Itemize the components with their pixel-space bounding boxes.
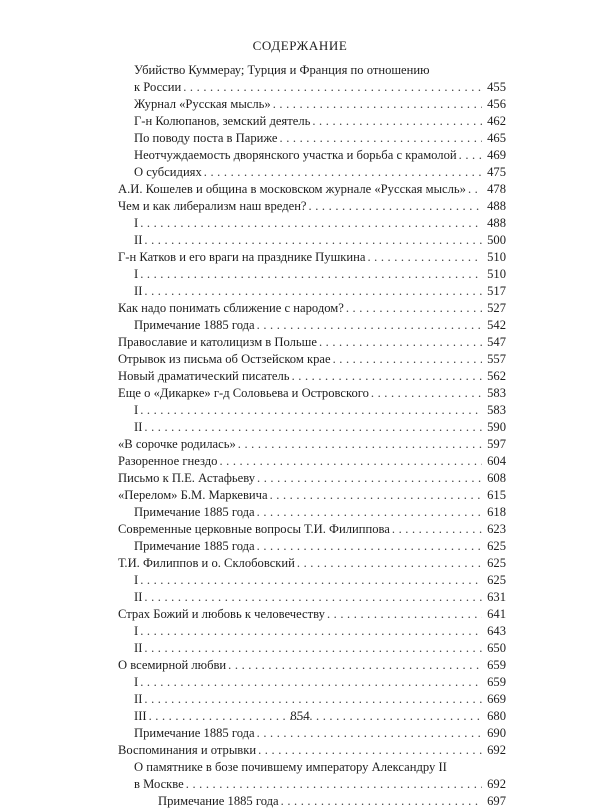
toc-entry-title: I: [134, 403, 139, 417]
toc-entry: [118, 62, 506, 96]
toc-entry-page: 643: [487, 624, 506, 638]
toc-leader-dots: [327, 606, 482, 623]
toc-entry-page: 659: [487, 658, 506, 672]
toc-entry-title: Воспоминания и отрывки: [118, 743, 257, 757]
toc-leader-dots: [257, 317, 482, 334]
toc-entry-page: 527: [487, 301, 506, 315]
toc-entry-title: Убийство Куммерау; Турция и Франция по отношению: [134, 63, 430, 77]
toc-entry-title: Еще о «Дикарке» г-д Соловьева и Островского: [118, 386, 369, 400]
toc-entry-page: 488: [487, 216, 506, 230]
toc-entry: [118, 96, 506, 113]
toc-leader-dots: [257, 470, 482, 487]
toc-entry-title: II: [134, 641, 143, 655]
toc-entry-title: Отрывок из письма об Остзейском крае: [118, 352, 331, 366]
toc-leader-dots: [333, 351, 482, 368]
toc-entry: [118, 623, 506, 640]
table-of-contents: [118, 62, 506, 810]
toc-entry: [118, 164, 506, 181]
toc-entry-page: 597: [487, 437, 506, 451]
toc-leader-dots: [280, 130, 483, 147]
toc-entry: [118, 657, 506, 674]
toc-entry-page: 604: [487, 454, 506, 468]
toc-entry-page: 623: [487, 522, 506, 536]
toc-entry: [118, 521, 506, 538]
toc-entry: [118, 555, 506, 572]
toc-entry-title: I: [134, 624, 139, 638]
toc-entry-title: Примечание 1885 года: [134, 539, 255, 553]
toc-entry-page: 562: [487, 369, 506, 383]
toc-leader-dots: [312, 113, 482, 130]
toc-entry-page: 659: [487, 675, 506, 689]
toc-entry: [118, 147, 506, 164]
toc-leader-dots: [144, 419, 482, 436]
toc-entry-title: Г-н Колюпанов, земский деятель: [134, 114, 311, 128]
toc-entry: [118, 606, 506, 623]
toc-entry-title: Примечание 1885 года: [134, 726, 255, 740]
toc-entry-title: Страх Божий и любовь к человечеству: [118, 607, 325, 621]
toc-entry-page: 590: [487, 420, 506, 434]
toc-entry-title: I: [134, 675, 139, 689]
toc-entry-title: Письмо к П.Е. Астафьеву: [118, 471, 256, 485]
toc-leader-dots: [292, 368, 482, 385]
toc-entry: [118, 300, 506, 317]
toc-entry-title: Чем и как либерализм наш вреден?: [118, 199, 307, 213]
page-header: СОДЕРЖАНИЕ: [252, 38, 348, 53]
toc-leader-dots: [144, 691, 482, 708]
toc-entry: [118, 538, 506, 555]
toc-entry-page: 690: [487, 726, 506, 740]
toc-entry-title: к России: [134, 80, 182, 94]
toc-entry: [118, 113, 506, 130]
toc-entry: [118, 487, 506, 504]
toc-entry-page: 469: [487, 148, 506, 162]
toc-entry-page: 618: [487, 505, 506, 519]
toc-entry-page: 641: [487, 607, 506, 621]
toc-leader-dots: [257, 725, 482, 742]
toc-leader-dots: [140, 402, 482, 419]
toc-entry-title: Журнал «Русская мысль»: [134, 97, 271, 111]
toc-leader-dots: [183, 79, 482, 96]
toc-entry-title: II: [134, 590, 143, 604]
toc-entry-page: 475: [487, 165, 506, 179]
toc-leader-dots: [140, 215, 482, 232]
toc-entry-title: III: [134, 709, 147, 723]
toc-entry-page: 625: [487, 573, 506, 587]
toc-leader-dots: [459, 147, 482, 164]
toc-leader-dots: [204, 164, 482, 181]
toc-leader-dots: [281, 793, 482, 810]
toc-leader-dots: [346, 300, 482, 317]
toc-entry-title: Православие и католицизм в Польше: [118, 335, 317, 349]
toc-entry-title: II: [134, 692, 143, 706]
toc-leader-dots: [186, 776, 482, 793]
toc-entry-page: 557: [487, 352, 506, 366]
toc-entry-page: 692: [487, 743, 506, 757]
toc-entry-page: 510: [487, 250, 506, 264]
toc-leader-dots: [297, 555, 482, 572]
toc-entry-page: 465: [487, 131, 506, 145]
toc-entry-page: 669: [487, 692, 506, 706]
toc-entry-title: Примечание 1885 года: [134, 505, 255, 519]
toc-entry-title: Современные церковные вопросы Т.И. Филиппова: [118, 522, 390, 536]
toc-entry-page: 517: [487, 284, 506, 298]
toc-leader-dots: [257, 504, 482, 521]
toc-entry: [118, 402, 506, 419]
toc-entry-title: Неотчуждаемость дворянского участка и борьба с крамолой: [134, 148, 457, 162]
toc-entry-title: I: [134, 267, 139, 281]
toc-entry: [118, 436, 506, 453]
toc-entry: [118, 266, 506, 283]
toc-entry: [118, 674, 506, 691]
toc-entry-title: I: [134, 216, 139, 230]
toc-entry-page: 583: [487, 403, 506, 417]
toc-entry-title: II: [134, 233, 143, 247]
toc-entry-title: «Перелом» Б.М. Маркевича: [118, 488, 268, 502]
toc-entry-title: О субсидиях: [134, 165, 202, 179]
toc-entry: [118, 283, 506, 300]
toc-entry: [118, 385, 506, 402]
toc-leader-dots: [140, 623, 482, 640]
toc-entry: [118, 742, 506, 759]
toc-entry: [118, 470, 506, 487]
toc-entry-title: Как надо понимать сближение с народом?: [118, 301, 344, 315]
toc-entry: [118, 198, 506, 215]
toc-entry-title: Разоренное гнездо: [118, 454, 218, 468]
toc-leader-dots: [367, 249, 482, 266]
page-number: 854: [290, 708, 310, 723]
toc-leader-dots: [140, 674, 482, 691]
toc-entry: [118, 640, 506, 657]
toc-entry-title: в Москве: [134, 777, 184, 791]
toc-entry-title: Т.И. Филиппов и о. Склобовский: [118, 556, 295, 570]
toc-leader-dots: [144, 283, 482, 300]
toc-leader-dots: [228, 657, 482, 674]
toc-entry-title: Г-н Катков и его враги на празднике Пушкина: [118, 250, 366, 264]
toc-entry-page: 631: [487, 590, 506, 604]
toc-entry-title: Примечание 1885 года: [134, 318, 255, 332]
toc-leader-dots: [319, 334, 482, 351]
toc-entry-page: 455: [487, 80, 506, 94]
toc-entry-title: I: [134, 573, 139, 587]
toc-entry-title: Новый драматический писатель: [118, 369, 290, 383]
toc-entry-page: 650: [487, 641, 506, 655]
toc-entry-page: 542: [487, 318, 506, 332]
toc-entry-title: «В сорочке родилась»: [118, 437, 236, 451]
toc-entry: [118, 725, 506, 742]
toc-leader-dots: [219, 453, 482, 470]
toc-entry: [118, 691, 506, 708]
toc-entry: [118, 759, 506, 793]
toc-entry-title: Примечание 1885 года: [158, 794, 279, 808]
toc-entry-title: А.И. Кошелев и община в московском журнале «Русская мысль»: [118, 182, 466, 196]
toc-entry: [118, 232, 506, 249]
toc-entry: [118, 351, 506, 368]
toc-leader-dots: [144, 232, 482, 249]
toc-entry: [118, 249, 506, 266]
toc-entry-page: 680: [487, 709, 506, 723]
toc-entry-page: 608: [487, 471, 506, 485]
toc-entry: [118, 504, 506, 521]
toc-entry-page: 500: [487, 233, 506, 247]
toc-entry-page: 583: [487, 386, 506, 400]
toc-leader-dots: [144, 589, 482, 606]
toc-leader-dots: [309, 198, 482, 215]
toc-leader-dots: [270, 487, 482, 504]
toc-entry: [118, 215, 506, 232]
toc-entry: [118, 453, 506, 470]
toc-entry-page: 510: [487, 267, 506, 281]
toc-entry-page: 625: [487, 556, 506, 570]
toc-leader-dots: [273, 96, 482, 113]
toc-entry: [118, 793, 506, 810]
toc-leader-dots: [144, 640, 482, 657]
toc-entry: [118, 130, 506, 147]
toc-entry-page: 692: [487, 777, 506, 791]
toc-entry: [118, 572, 506, 589]
toc-leader-dots: [468, 181, 482, 198]
toc-entry-page: 478: [487, 182, 506, 196]
toc-entry: [118, 181, 506, 198]
toc-entry-page: 697: [487, 794, 506, 808]
toc-entry: [118, 419, 506, 436]
toc-entry-title: По поводу поста в Париже: [134, 131, 278, 145]
toc-leader-dots: [140, 266, 482, 283]
toc-leader-dots: [371, 385, 482, 402]
toc-entry-page: 488: [487, 199, 506, 213]
toc-leader-dots: [258, 742, 482, 759]
toc-entry-title: О памятнике в бозе почившему императору Александру II: [134, 760, 447, 774]
toc-leader-dots: [392, 521, 482, 538]
toc-entry: [118, 334, 506, 351]
toc-entry-page: 625: [487, 539, 506, 553]
toc-entry: [118, 317, 506, 334]
toc-entry-page: 615: [487, 488, 506, 502]
toc-entry-title: II: [134, 284, 143, 298]
toc-entry: [118, 589, 506, 606]
toc-entry-page: 462: [487, 114, 506, 128]
toc-entry-page: 547: [487, 335, 506, 349]
toc-leader-dots: [238, 436, 482, 453]
toc-entry: [118, 368, 506, 385]
toc-leader-dots: [140, 572, 482, 589]
toc-leader-dots: [257, 538, 482, 555]
toc-entry-page: 456: [487, 97, 506, 111]
toc-entry-title: II: [134, 420, 143, 434]
toc-entry-title: О всемирной любви: [118, 658, 227, 672]
